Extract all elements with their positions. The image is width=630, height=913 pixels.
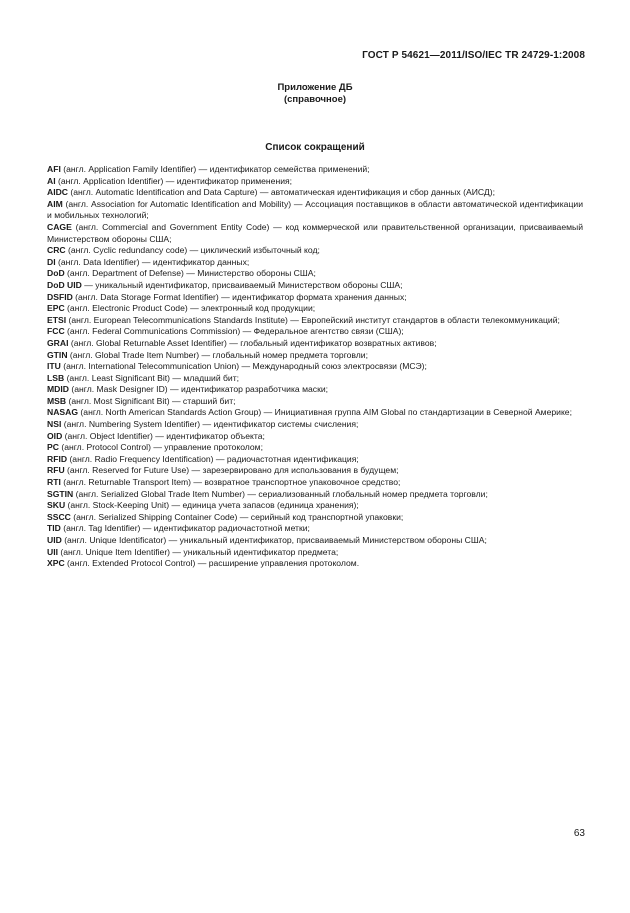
abbreviation-term: RFU bbox=[47, 465, 65, 476]
abbreviation-term: MDID bbox=[47, 384, 69, 395]
abbreviation-definition: (англ. Application Identifier) — идентификатор применения; bbox=[55, 175, 293, 186]
abbreviation-definition: (англ. Serialized Shipping Container Code) — серийный код транспортной упаковки; bbox=[70, 511, 404, 522]
abbreviation-item bbox=[47, 489, 583, 501]
abbreviation-item bbox=[47, 558, 583, 570]
abbreviation-definition: (англ. Serialized Global Trade Item Number) — сериализованный глобальный номер предмета торговли; bbox=[73, 488, 488, 499]
abbreviation-item bbox=[47, 326, 583, 338]
abbreviation-item bbox=[47, 535, 583, 547]
abbreviation-term: NASAG bbox=[47, 407, 79, 418]
section-title: Список сокращений bbox=[265, 142, 365, 153]
abbreviation-term: MSB bbox=[47, 395, 67, 406]
abbreviation-term: GTIN bbox=[47, 349, 68, 360]
abbreviation-definition: (англ. Least Significant Bit) — младший бит; bbox=[64, 372, 240, 383]
abbreviation-term: SKU bbox=[47, 500, 66, 511]
abbreviation-item bbox=[47, 315, 583, 327]
abbreviation-definition: (англ. Most Significant Bit) — старший бит; bbox=[66, 395, 236, 406]
abbreviation-list bbox=[47, 164, 583, 570]
abbreviation-item bbox=[47, 419, 583, 431]
abbreviation-term: DoD UID bbox=[47, 279, 82, 290]
abbreviation-definition: (англ. Unique Identificator) — уникальный идентификатор, присваиваемый Министерством обороны США; bbox=[61, 535, 487, 545]
abbreviation-definition: (англ. Object Identifier) — идентификатор объекта; bbox=[62, 430, 265, 441]
abbreviation-term: DSFID bbox=[47, 291, 73, 302]
abbreviation-definition: (англ. Unique Item Identifier) — уникальный идентификатор предмета; bbox=[57, 546, 339, 557]
abbreviation-item bbox=[47, 350, 583, 362]
abbreviation-term: LSB bbox=[47, 372, 65, 383]
abbreviation-definition: (англ. Cyclic redundancy code) — циклический избыточный код; bbox=[65, 245, 320, 256]
abbreviation-item bbox=[47, 361, 583, 373]
abbreviation-term: EPC bbox=[47, 303, 65, 314]
abbreviation-term: DoD bbox=[47, 268, 65, 279]
abbreviation-item bbox=[47, 373, 583, 385]
abbreviation-definition: (англ. Global Returnable Asset Identifier) — глобальный идентификатор возвратных активов; bbox=[68, 337, 437, 348]
abbreviation-definition: (англ. Electronic Product Code) — электронный код продукции; bbox=[64, 303, 316, 314]
abbreviation-item bbox=[47, 268, 583, 280]
abbreviation-item bbox=[47, 222, 583, 245]
abbreviation-definition: (англ. Commercial and Government Entity Code) — код коммерческой или правительственной организации, присваиваемый Министерством обороны США; bbox=[47, 221, 583, 244]
abbreviation-term: RTI bbox=[47, 477, 61, 488]
abbreviation-item bbox=[47, 396, 583, 408]
abbreviation-term: OID bbox=[47, 430, 63, 441]
abbreviation-item bbox=[47, 512, 583, 524]
abbreviation-item bbox=[47, 500, 583, 512]
abbreviation-term: GRAI bbox=[47, 337, 69, 348]
abbreviation-definition: (англ. Extended Protocol Control) — расширение управления протоколом. bbox=[64, 558, 360, 569]
appendix-heading bbox=[0, 82, 630, 106]
abbreviation-item bbox=[47, 164, 583, 176]
abbreviation-item bbox=[47, 187, 583, 199]
abbreviation-definition: (англ. Department of Defense) — Министерство обороны США; bbox=[64, 268, 316, 279]
abbreviation-definition: (англ. International Telecommunication Union) — Международный союз электросвязи (МСЭ); bbox=[60, 361, 427, 372]
abbreviation-definition: (англ. Association for Automatic Identification and Mobility) — Ассоциация поставщиков в области автоматической идентификации и мобильных технологий; bbox=[47, 198, 583, 221]
abbreviation-definition: (англ. Global Trade Item Number) — глобальный номер предмета торговли; bbox=[67, 349, 368, 360]
abbreviation-item bbox=[47, 454, 583, 466]
abbreviation-item bbox=[47, 245, 583, 257]
abbreviation-term: SSCC bbox=[47, 511, 71, 522]
abbreviation-definition: (англ. Federal Communications Commission) — Федеральное агентство связи (США); bbox=[64, 326, 404, 337]
abbreviation-definition: (англ. Data Identifier) — идентификатор данных; bbox=[55, 256, 250, 267]
abbreviation-term: RFID bbox=[47, 453, 68, 464]
abbreviation-item bbox=[47, 384, 583, 396]
abbreviation-definition: (англ. Returnable Transport Item) — возвратное транспортное упаковочное средство; bbox=[60, 477, 401, 488]
abbreviation-term: XPC bbox=[47, 558, 65, 569]
abbreviation-definition: (англ. Protocol Control) — управление протоколом; bbox=[58, 442, 263, 453]
abbreviation-term: AIM bbox=[47, 198, 63, 209]
abbreviation-term: ITU bbox=[47, 361, 61, 372]
abbreviation-term: CAGE bbox=[47, 221, 72, 232]
abbreviation-item bbox=[47, 176, 583, 188]
abbreviation-definition: (англ. European Telecommunications Standards Institute) — Европейский институт стандартов в области телекоммуникаций; bbox=[66, 314, 560, 325]
appendix-subtitle: (справочное) bbox=[283, 94, 347, 105]
abbreviation-definition: (англ. Reserved for Future Use) — зарезервировано для использования в будущем; bbox=[64, 465, 399, 476]
abbreviation-definition: (англ. Data Storage Format Identifier) — идентификатор формата хранения данных; bbox=[72, 291, 407, 302]
abbreviation-term: UID bbox=[47, 535, 62, 545]
abbreviation-term: DI bbox=[47, 256, 56, 267]
abbreviation-term: TID bbox=[47, 523, 61, 534]
abbreviation-term: ETSI bbox=[47, 314, 67, 325]
appendix-title: Приложение ДБ bbox=[277, 82, 353, 93]
abbreviation-item bbox=[47, 442, 583, 454]
abbreviation-definition: — уникальный идентификатор, присваиваемый Министерством обороны США; bbox=[81, 279, 403, 290]
abbreviation-item bbox=[47, 199, 583, 222]
abbreviation-item bbox=[47, 523, 583, 535]
abbreviation-term: CRC bbox=[47, 245, 66, 256]
abbreviation-term: FCC bbox=[47, 326, 65, 337]
abbreviation-definition: (англ. Tag Identifier) — идентификатор радиочастотной метки; bbox=[60, 523, 310, 534]
abbreviation-item bbox=[47, 477, 583, 489]
abbreviation-definition: (англ. North American Standards Action Group) — Инициативная группа AIM Global по стандартизации в Северной Америке; bbox=[78, 407, 572, 418]
abbreviation-definition: (англ. Automatic Identification and Data Capture) — автоматическая идентификация и сбор данных (АИСД); bbox=[68, 187, 495, 198]
abbreviation-item bbox=[47, 431, 583, 443]
abbreviation-term: AI bbox=[47, 175, 56, 186]
abbreviation-item bbox=[47, 280, 583, 292]
abbreviation-term: UII bbox=[47, 546, 58, 557]
document-header: ГОСТ Р 54621—2011/ISO/IEC TR 24729-1:2008 bbox=[362, 50, 585, 61]
abbreviation-term: PC bbox=[47, 442, 59, 453]
abbreviation-item bbox=[47, 257, 583, 269]
abbreviation-definition: (англ. Mask Designer ID) — идентификатор разработчика маски; bbox=[68, 384, 329, 395]
abbreviation-term: AIDC bbox=[47, 187, 69, 198]
abbreviation-item bbox=[47, 292, 583, 304]
abbreviation-definition: (англ. Numbering System Identifier) — идентификатор системы счисления; bbox=[61, 419, 359, 430]
abbreviation-item bbox=[47, 303, 583, 315]
abbreviation-definition: (англ. Radio Frequency Identification) — радиочастотная идентификация; bbox=[67, 453, 359, 464]
abbreviation-definition: (англ. Stock-Keeping Unit) — единица учета запасов (единица хранения); bbox=[65, 500, 359, 511]
abbreviation-item bbox=[47, 465, 583, 477]
abbreviation-term: SGTIN bbox=[47, 488, 74, 499]
abbreviation-item bbox=[47, 338, 583, 350]
abbreviation-term: AFI bbox=[47, 164, 61, 174]
page-number: 63 bbox=[573, 828, 585, 839]
abbreviation-term: NSI bbox=[47, 419, 62, 430]
abbreviation-item bbox=[47, 407, 583, 419]
abbreviation-item bbox=[47, 547, 583, 559]
abbreviation-definition: (англ. Application Family Identifier) — идентификатор семейства применений; bbox=[60, 164, 370, 174]
